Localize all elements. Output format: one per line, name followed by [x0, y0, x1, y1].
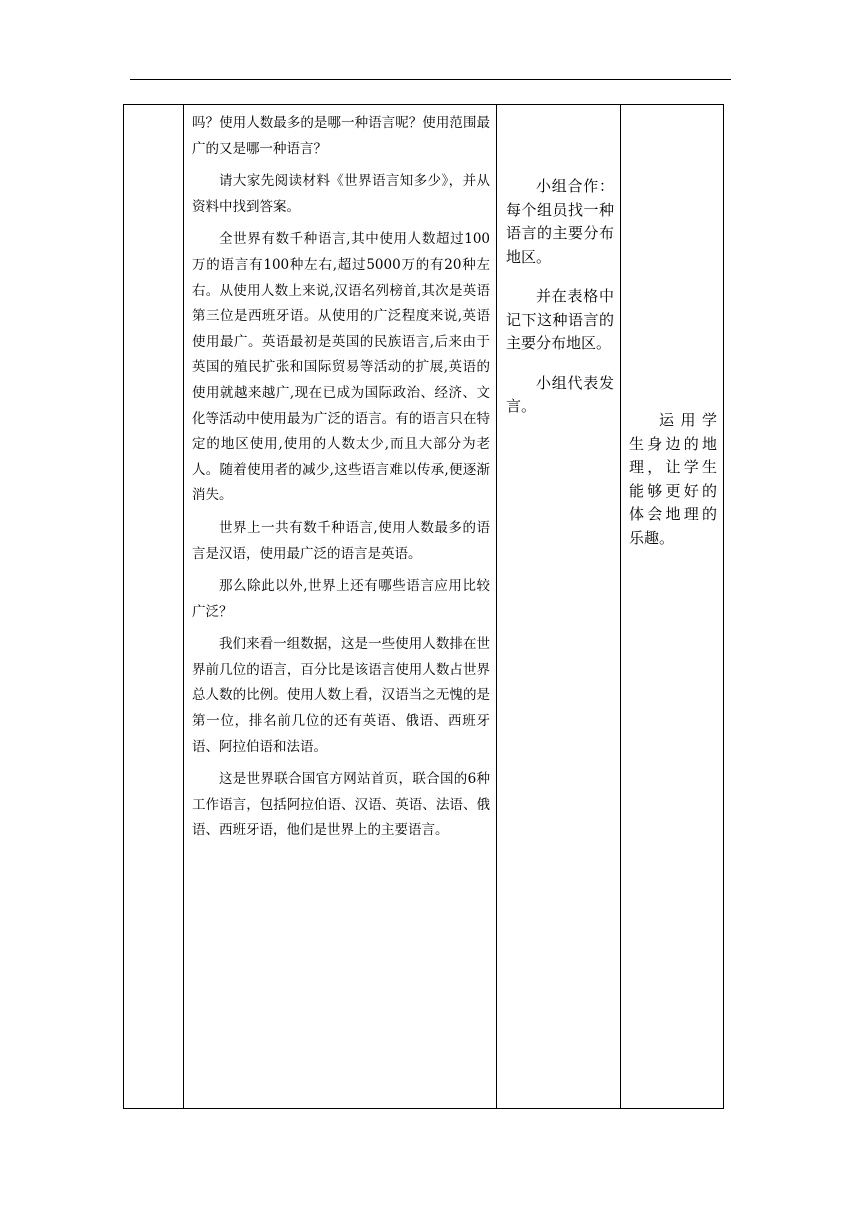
- design-intent-cell: [621, 105, 724, 1109]
- content-paragraph-7: 这是世界联合国官方网站首页，联合国的6种工作语言，包括阿拉伯语、汉语、英语、法语、俄语、西班牙语，他们是世界上的主要语言。: [192, 771, 490, 839]
- lesson-plan-table: [123, 104, 724, 1109]
- student-activity-cell: [497, 105, 621, 1109]
- activity-paragraph-1: 小组合作：每个组员找一种语言的主要分布地区。: [506, 177, 614, 266]
- header-rule: [130, 79, 731, 80]
- teaching-content-cell: [184, 105, 497, 1109]
- stage-cell: [124, 105, 184, 1109]
- activity-paragraph-3: 小组代表发言。: [506, 373, 614, 415]
- activity-paragraph-2: 并在表格中记下这种语言的主要分布地区。: [506, 287, 614, 352]
- content-paragraph-3: 全世界有数千种语言,其中使用人数超过100万的语言有100种左右,超过5000万的有20种左右。从使用人数上来说,汉语名列榜首,其次是英语第三位是西班牙语。从使用的广泛程度来说,英语使用最广。英语最初是英国的民族语言,后来由于英国的殖民扩张和国际贸易等活动的扩展,英语的使用就越来越广,现在已成为国际政治、经济、文化等活动中使用最为广泛的语言。有的语言只在特定的地区使用,使用的人数太少,而且大部分为老人。随着使用者的减少,这些语言难以传承,便逐渐消失。: [192, 231, 490, 504]
- content-paragraph-2: 请大家先阅读材料《世界语言知多少》，并从资料中找到答案。: [192, 173, 490, 215]
- content-paragraph-5: 那么除此以外,世界上还有哪些语言应用比较广泛？: [192, 578, 490, 620]
- content-paragraph-6: 我们来看一组数据，这是一些使用人数排在世界前几位的语言，百分比是该语言使用人数占世界总人数的比例。使用人数上看，汉语当之无愧的是第一位，排名前几位的还有英语、俄语、西班牙语、阿拉伯语和法语。: [192, 636, 490, 755]
- table-row: [124, 105, 724, 1109]
- design-intent-text: 运用学生身边的地理，让学生能够更好的体会地理的乐趣。: [629, 411, 717, 547]
- content-paragraph-1: 吗？使用人数最多的是哪一种语言呢？使用范围最广的又是哪一种语言？: [192, 115, 490, 157]
- content-paragraph-4: 世界上一共有数千种语言,使用人数最多的语言是汉语，使用最广泛的语言是英语。: [192, 519, 490, 562]
